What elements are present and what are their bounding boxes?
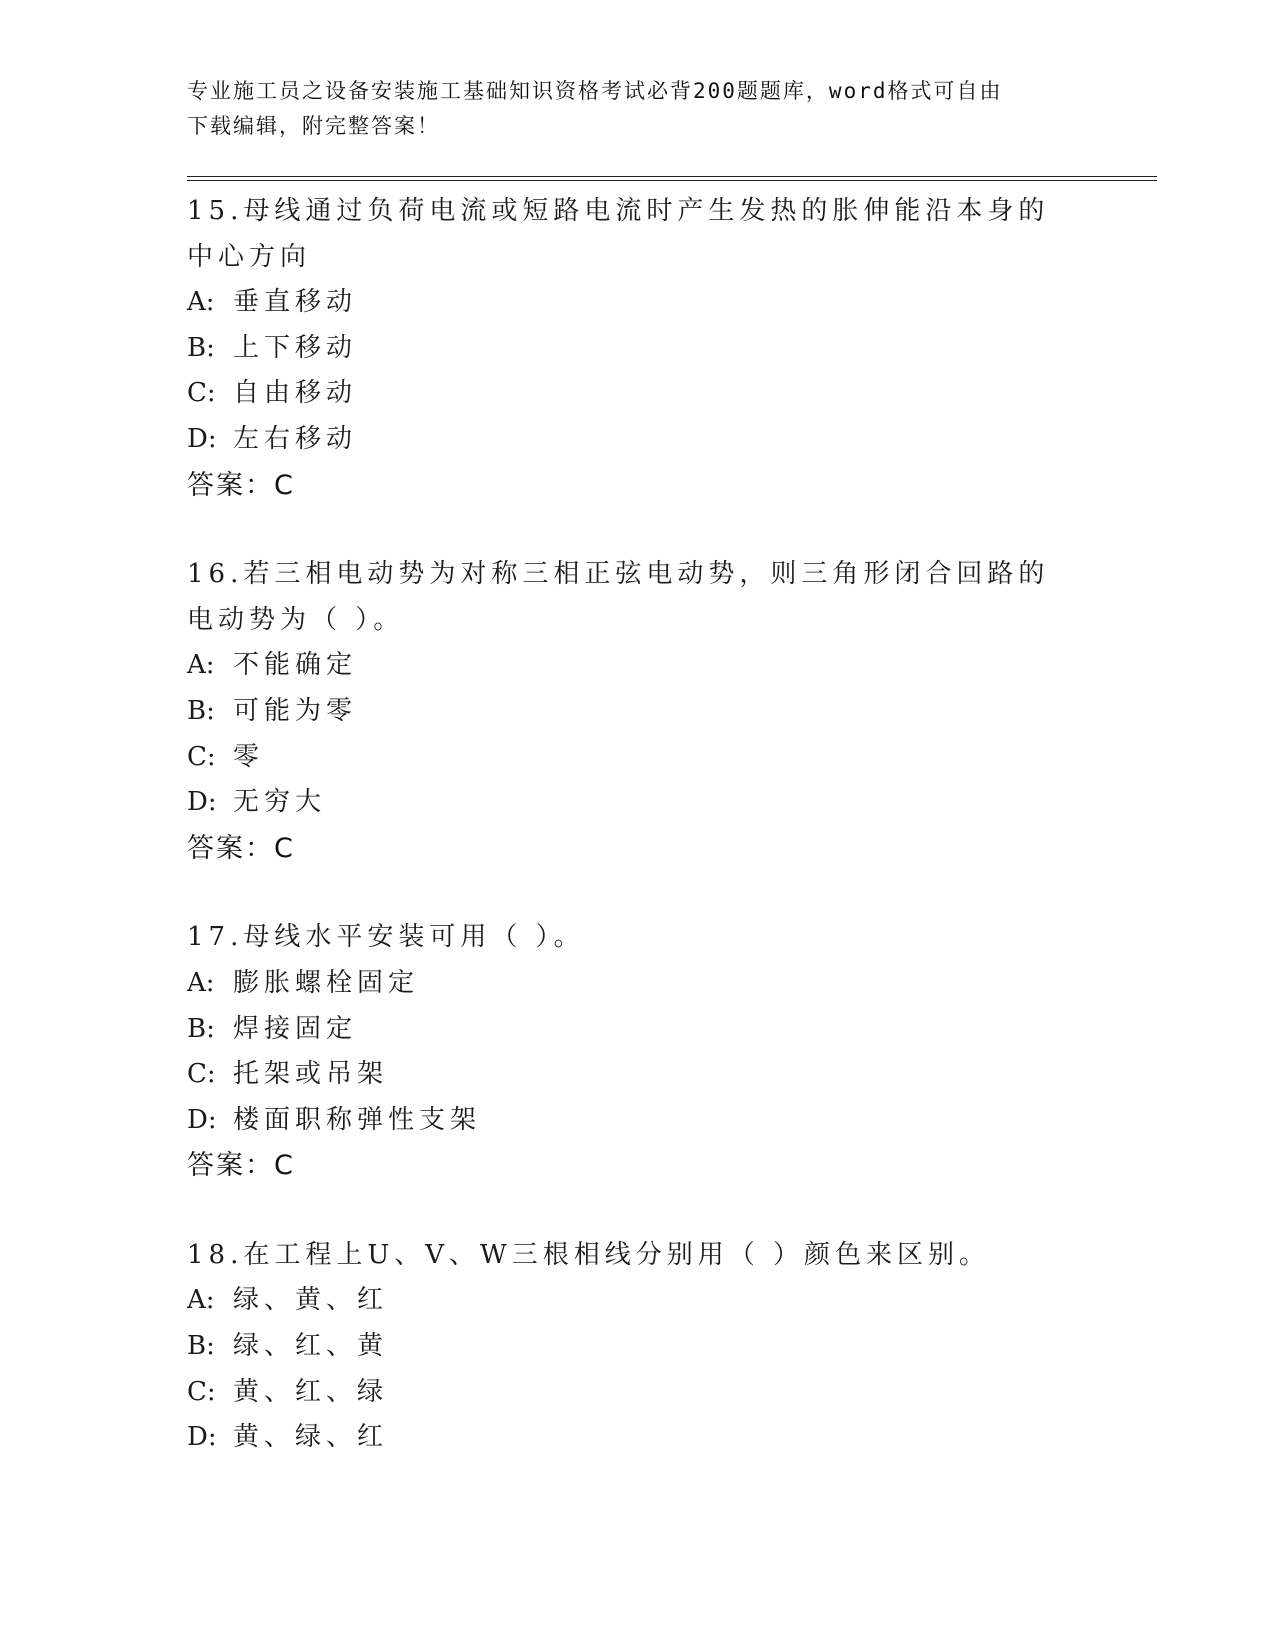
- option-text: 黄、绿、红: [233, 1422, 389, 1453]
- option-key: A:: [187, 1285, 215, 1316]
- option-text: 黄、红、绿: [233, 1376, 389, 1407]
- answer-line: 答案：C: [187, 1150, 295, 1182]
- option-text: 自由移动: [233, 378, 358, 409]
- option-d: [187, 780, 1067, 826]
- option-key: B:: [187, 1331, 215, 1362]
- option-b: [187, 689, 1067, 735]
- option-key: A:: [187, 967, 215, 998]
- option-text: 垂直移动: [233, 287, 358, 318]
- option-text: 左右移动: [233, 423, 358, 454]
- header-divider: [187, 176, 1157, 181]
- option-d: [187, 1098, 1067, 1144]
- option-text: 不能确定: [233, 650, 358, 681]
- option-key: B:: [187, 695, 215, 726]
- question-17: [187, 915, 1067, 1189]
- header-line-1: 专业施工员之设备安装施工基础知识资格考试必背200题题库，word格式可自由: [187, 79, 1003, 103]
- answer-line: 答案：C: [187, 832, 295, 864]
- question-list: [187, 189, 1067, 1505]
- option-a: [187, 280, 1067, 326]
- option-c: [187, 371, 1067, 417]
- option-a: [187, 1278, 1067, 1324]
- option-key: B:: [187, 332, 215, 363]
- option-text: 上下移动: [233, 332, 358, 363]
- option-text: 零: [233, 741, 265, 772]
- option-a: [187, 643, 1067, 689]
- option-text: 无穷大: [233, 787, 327, 818]
- document-header: [187, 74, 1067, 144]
- option-d: [187, 1415, 1067, 1461]
- option-key: A:: [187, 287, 215, 318]
- option-key: D:: [187, 1422, 217, 1453]
- option-text: 膨胀螺栓固定: [233, 967, 420, 998]
- question-16: [187, 552, 1067, 871]
- question-stem: 16.若三相电动势为对称三相正弦电动势，则三角形闭合回路的电动势为（ ）。: [187, 559, 1050, 635]
- option-text: 绿、红、黄: [233, 1331, 389, 1362]
- option-text: 楼面职称弹性支架: [233, 1104, 482, 1135]
- option-c: [187, 1370, 1067, 1416]
- option-key: C:: [187, 1059, 216, 1090]
- header-line-2: 下载编辑，附完整答案！: [187, 114, 440, 138]
- option-text: 焊接固定: [233, 1013, 358, 1044]
- option-text: 托架或吊架: [233, 1059, 389, 1090]
- option-key: D:: [187, 423, 217, 454]
- option-text: 绿、黄、红: [233, 1285, 389, 1316]
- option-c: [187, 1052, 1067, 1098]
- option-key: C:: [187, 1376, 216, 1407]
- option-key: D:: [187, 787, 217, 818]
- option-key: A:: [187, 650, 215, 681]
- question-stem: 18.在工程上U、V、W三根相线分别用（ ）颜色来区别。: [187, 1239, 991, 1270]
- option-key: B:: [187, 1013, 215, 1044]
- option-key: C:: [187, 741, 216, 772]
- answer-line: 答案：C: [187, 469, 295, 501]
- question-stem: 17.母线水平安装可用（ ）。: [187, 922, 585, 953]
- option-key: D:: [187, 1104, 217, 1135]
- question-18: [187, 1233, 1067, 1461]
- question-15: [187, 189, 1067, 508]
- option-key: C:: [187, 378, 216, 409]
- option-a: [187, 961, 1067, 1007]
- option-b: [187, 1324, 1067, 1370]
- option-b: [187, 326, 1067, 372]
- document-page: [187, 0, 1157, 1650]
- option-d: [187, 417, 1067, 463]
- question-stem: 15.母线通过负荷电流或短路电流时产生发热的胀伸能沿本身的中心方向: [187, 196, 1050, 272]
- option-text: 可能为零: [233, 695, 358, 726]
- option-b: [187, 1007, 1067, 1053]
- option-c: [187, 735, 1067, 781]
